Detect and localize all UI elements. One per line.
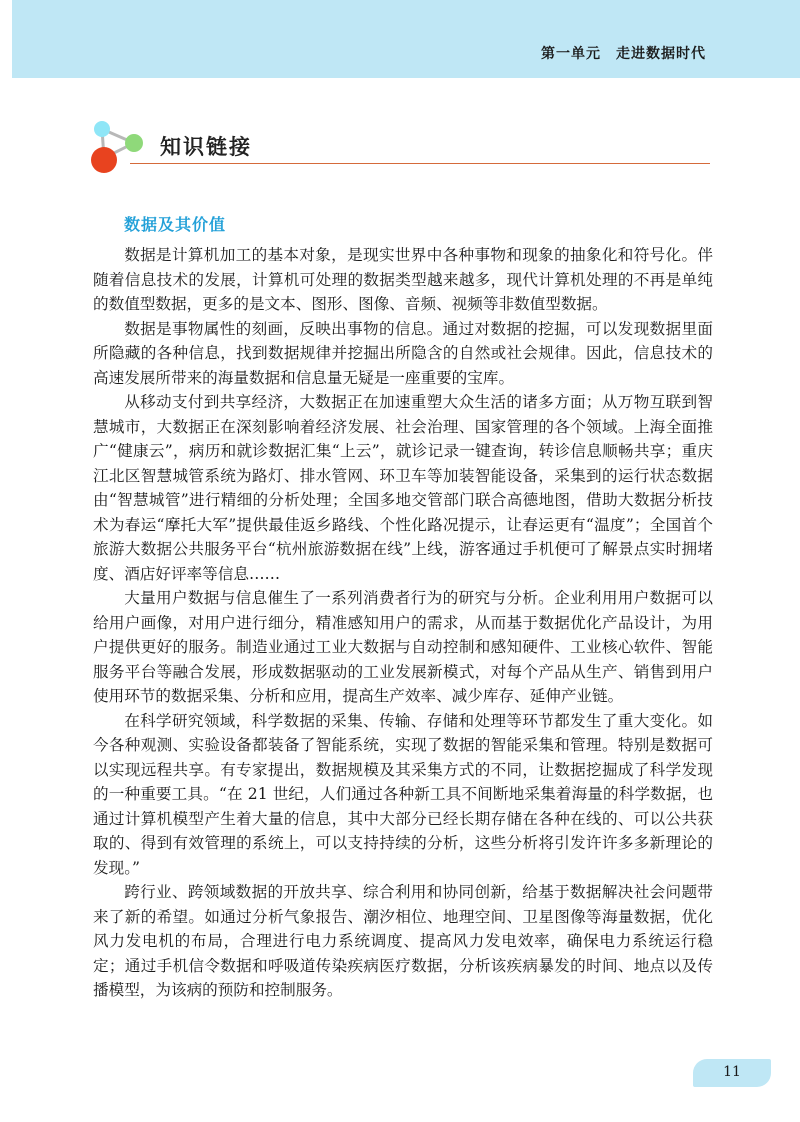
section-divider: [130, 163, 710, 164]
paragraph: 数据是事物属性的刻画，反映出事物的信息。通过对数据的挖掘，可以发现数据里面所隐藏的各种信息，找到数据规律并挖掘出所隐含的自然或社会规律。因此，信息技术的高速发展所带来的海量数据和信息量无疑是一座重要的宝库。: [93, 319, 713, 387]
section-title: 知识链接: [160, 135, 252, 159]
unit-title: 第一单元 走进数据时代: [541, 46, 706, 62]
paragraph: 从移动支付到共享经济，大数据正在加速重塑大众生活的诸多方面；从万物互联到智慧城市，大数据正在深刻影响着经济发展、社会治理、国家管理的各个领域。上海全面推广“健康云”，病历和就诊数据汇集“上云”，就诊记录一键查询，转诊信息顺畅共享；重庆江北区智慧城管系统为路灯、排水管网、环卫车等加装智能设备，采集到的运行状态数据由“智慧城管”进行精细的分析处理；全国多地交管部门联合高德地图，借助大数据分析技术为春运“摩托大军”提供最佳返乡路线、个性化路况提示，让春运更有“温度”；全国首个旅游大数据公共服务平台“杭州旅游数据在线”上线，游客通过手机便可了解景点实时拥堵度、酒店好评率等信息……: [93, 393, 713, 583]
article-body: [93, 243, 713, 1003]
article-heading: 数据及其价值: [124, 215, 227, 234]
page-number-badge: [693, 1059, 771, 1087]
paragraph: 大量用户数据与信息催生了一系列消费者行为的研究与分析。企业利用用户数据可以给用户画像，对用户进行细分，精准感知用户的需求，从而基于数据优化产品设计，为用户提供更好的服务。制造业通过工业大数据与自动控制和感知硬件、工业核心软件、智能服务平台等融合发展，形成数据驱动的工业发展新模式，对每个产品从生产、销售到用户使用环节的数据采集、分析和应用，提高生产效率、减少库存、延伸产业链。: [93, 589, 713, 705]
paragraph: 数据是计算机加工的基本对象，是现实世界中各种事物和现象的抽象化和符号化。伴随着信息技术的发展，计算机可处理的数据类型越来越多，现代计算机处理的不再是单纯的数值型数据，更多的是文本、图形、图像、音频、视频等非数值型数据。: [93, 246, 713, 313]
paragraph: 跨行业、跨领域数据的开放共享、综合利用和协同创新，给基于数据解决社会问题带来了新的希望。如通过分析气象报告、潮汐相位、地理空间、卫星图像等海量数据，优化风力发电机的布局，合理进行电力系统调度、提高风力发电效率，确保电力系统运行稳定；通过手机信令数据和呼吸道传染疾病医疗数据，分析该疾病暴发的时间、地点以及传播模型，为该病的预防和控制服务。: [93, 883, 713, 999]
header-band: [12, 0, 800, 78]
paragraph: 在科学研究领域，科学数据的采集、传输、存储和处理等环节都发生了重大变化。如今各种观测、实验设备都装备了智能系统，实现了数据的智能采集和管理。特别是数据可以实现远程共享。有专家提出，数据规模及其采集方式的不同，让数据挖掘成了科学发现的一种重要工具。“在 21 世纪，人们通过各种新工具不间断地采集着海量的科学数据，也通过计算机模型产生着大量的信息，其中大部分已经长期存储在各种在线的、可以公共获取的、得到有效管理的系统上，可以支持持续的分析，这些分析将引发许许多多新理论的发现。”: [93, 711, 713, 877]
page-number: 11: [723, 1064, 741, 1080]
molecule-icon: [88, 120, 150, 176]
